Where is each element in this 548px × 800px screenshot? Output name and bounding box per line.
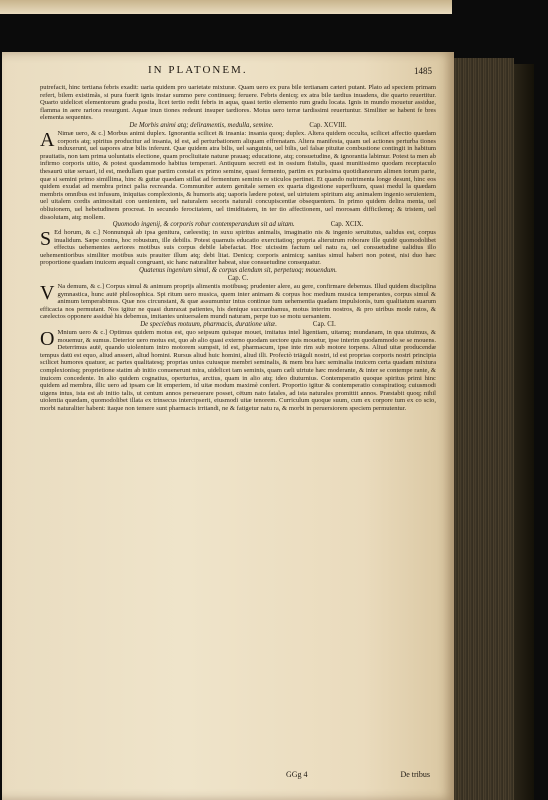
- chapter-number: Cap. CI.: [312, 321, 336, 329]
- commentary-paragraph: [40, 130, 436, 221]
- commentary-paragraph: [40, 329, 436, 413]
- chapter-number: Cap. C.: [227, 275, 249, 283]
- page-footer: [40, 770, 436, 782]
- main-text: [40, 84, 436, 413]
- drop-cap: A: [40, 128, 55, 151]
- running-title: IN PLATONEM.: [148, 64, 248, 76]
- chapter-heading: [40, 221, 436, 229]
- chapter-title: Quomodo ingenij, & corporis robur contemperandum sit ad uitam.: [112, 221, 295, 229]
- commentary-paragraph: [40, 229, 436, 267]
- paragraph-text: putrefacit, hinc tertiana febris exadit: uaria quidem pro uarietate mixturæ. Quam uero ex pura bile tertianam cæteri putant. Plato ad speciem primam refert, bilem existimãs, si pura fuerit ignis instar summo pere continueq; feruere. Febris denicq; ex atra bile tardius inuadens, die quarto reuertitur. Quarto uidelicet elementorum gradu posita, licet tertio redit febris in aqua, quasi tertio elemento rum gradu locata. Ignis in mundo mouetur assidue, flamma in aere rariora resurgunt. Aquæ inun tiones redeunt insuper tardiores. Motus uero terræ tardissimi reuertuntur. Similiter se habent fe bres elementa sequentes.: [40, 84, 436, 122]
- commentary-paragraph: [40, 283, 436, 321]
- drop-cap: S: [40, 228, 52, 251]
- chapter-number: Cap. XCIX.: [330, 221, 364, 229]
- chapter-heading: [40, 321, 436, 329]
- drop-cap: V: [40, 282, 55, 305]
- drop-cap: O: [40, 328, 55, 351]
- chapter-heading: [40, 122, 436, 130]
- paragraph-text: Nimæ uero, & c.] Morbus animi duplex. Ignorantia scilicet & insania: insania quoq; duplex. Altera quidem occulta, scilicet affectio quædam corporis atq; spiritus producitur ad insania, id est, ad perturbationem aliquam effrenatam. Altera manifesta, quam uel actiones perturba tiones induxerunt, uel uapores atræ bilis inferunt. Quæ quidem atra bilis, uel sanguinis, uel bilis, uel falsæ pituitæ combustione contingit in habitum prauitatis, non tam prima uoluntatis electione, quam procliuitate naturæ prauaq; educatione, atq; consuetudine, & ignorantia labimur. Potest ta men ab infirmo corporis uitio, & potest quodammodo habitus temperari. Antiquum secreti est in ossium fistulis, quasi munitissimo quodam receptaculo thesaurū uitæ seruari, id est, medullam quæ partim constat ex primo semine, quasi fermento, partim ex purissima quotidianorum alimen torum parte, quæ si semini primo simillima, hinc & guttæ quædam stillat ad fermentum seminis re sticulos pertinet. Et quando nutrimenta longe desunt, hinc eos quidem exudat ad membra princi palia recreanda. Communiter autem genitale semen ex quarta digestione superfluum, quasi medul la quædam membris omnibus est infusum, iniquitas complexionis, & humoris atq; uaporis lædere potest, uel uirtutem spiritum atq; animalem ingenio seruientem, uel uitalem cordis animositati con uenientem, uel naturalem secoris naturali concupiscentiæ obsequentem. In primo quidem delira menta, uel obliuionem, uel hebetudinem procreat. In secundo ferocitatem, uel timiditatem, in ter tio affectionem, uel morosam difficilemq; & tristem, uel dissolutam, atq; mollem.: [40, 129, 436, 221]
- page-top-shadow: [0, 0, 452, 14]
- paragraph-text: Ed horum, & c.] Nonnunquã ab ipsa genitura, cæleestiq; in suxu spiritus animalis, imaginatio nis & ingenio seruitutus, ualidus est, corpus inualidum. Sæpe contra, hoc robustum, ille debilis. Potest quamuis educatio exercitatioq; propria alterutrum roborare ille quidē quomodolibet effectus uehementes aeriores motibus suis corpus debile labefactat. Hoc uicissim factum uel natu ra, uel consuetudine ualidius illo uehementioribus similiter motibus suis prauiter illum atq; debi litat. Denicq; corporis animicq; sanitas simul haberi non potest, nisi duo hæc proportione quadam inuicem æquali congruant, sic hanc naturaliter habeat, siue consuetudine consequatur.: [40, 229, 436, 267]
- signature-mark: GGg 4: [286, 770, 308, 779]
- commentary-paragraph: [40, 84, 436, 122]
- page-number: 1485: [414, 66, 432, 76]
- chapter-title: De Morbis animi atq; deliramentis, medulla, semine.: [129, 121, 274, 129]
- book-fore-edge: [454, 58, 514, 800]
- paragraph-text: Mnium uero & c.] Optimus quidem motus est, quo seipsum quisque mouet, imitatus intel ligentiam, uitamq; mundanam, in qua uiuimus, & mouemur, & sumus. Deterior uero motus est, quo ab alio quasi externo quodam uectore quis mouetur, ipse interim quodammodo se se mouens. Deterrimus autē, quando uiolentum intro motorem sumpsit, id est, pharmacum, ipse inte rim sub motore torpens. Aliud uitæ producendæ tempus datū est equo, aliud ansseri, aliud homini. Rursus aliud huic homini, aliud illi. Profectò triāguli nostri, id est proprias corporis nostri principia scilicet humores quatuor, ac partes qualitatesq; proprias unius cuiusque membri seminalis, & mem bra hæc seminalia inuicem certa quadam mixtura complexionisq; proprietione statim ab initio conuenerunt mira, uidelicet tam seminis, quam cæli uirtute hæc moderante, & inter se contempe rante, & inuicem concedente. In alio quidem cognatius, operturius, arctius, quam in alio atq; ideo diuturnius. Contemperatio quoque spiritus primi hinc quidem ad membra, illic uero ad ipsam cæ lit emperiem, id uitæ modum maximè confert. Proportio igitur & contemperatio conspiratioq; cuiusmodi uigens intus, ista est ab initio talis, ut centum annos perseuerare posset, cētum nato fatales, ad ista naturales promittit annos. Præstabit quoq; nihil uiolentia quædam, quomodolibet illata ex trinsecus intercipserit, eiusmodi uitæ tenorem. Curriculum quoque suum, cum ex corpore tum ex co scio, morbi naturaliter habent: itaque non temere sunt pharmacis irritandi, ne & fatigetur natu ra, & morbi in peruersiorem speciem permutentur.: [40, 329, 436, 412]
- running-header: [40, 64, 432, 82]
- catchword: De tribus: [400, 770, 430, 779]
- paragraph-text: Na demum, & c.] Corpus simul & animum proprijs alimentis motibusq; prudenter alere, au gere, confirmare debemus. Illud quidem disciplina gymnastica, hunc autē philosophica. Spi ritum uero musica, quem inter animam & corpus hoc medium musica temperantes, corpus simul & animum temperabimus. Quæ nos circunstant, & quæ assumuntur intus continue tum uehementia quadam impulsionis, tum qualitatum suarum efficacia nos permutant. Nos igitur ne quasi dunraxat patientes, his denique succumbamus, motus interim nostros, & pro uiribus mode ratos, & cæelectos opponere assiduè his debemus, imitantes uniuersalem mundi naturam, perpe tuo se motu uersantem.: [40, 283, 436, 321]
- chapter-number: Cap. XCVIII.: [309, 121, 347, 129]
- chapter-title: Quatenus ingenium simul, & corpus alendum sit, perpetuoq; mouendum.: [138, 267, 338, 275]
- book-binding-edge: [514, 64, 534, 800]
- chapter-title: De speciebus motuum, pharmacis, duratione uitæ.: [140, 321, 277, 329]
